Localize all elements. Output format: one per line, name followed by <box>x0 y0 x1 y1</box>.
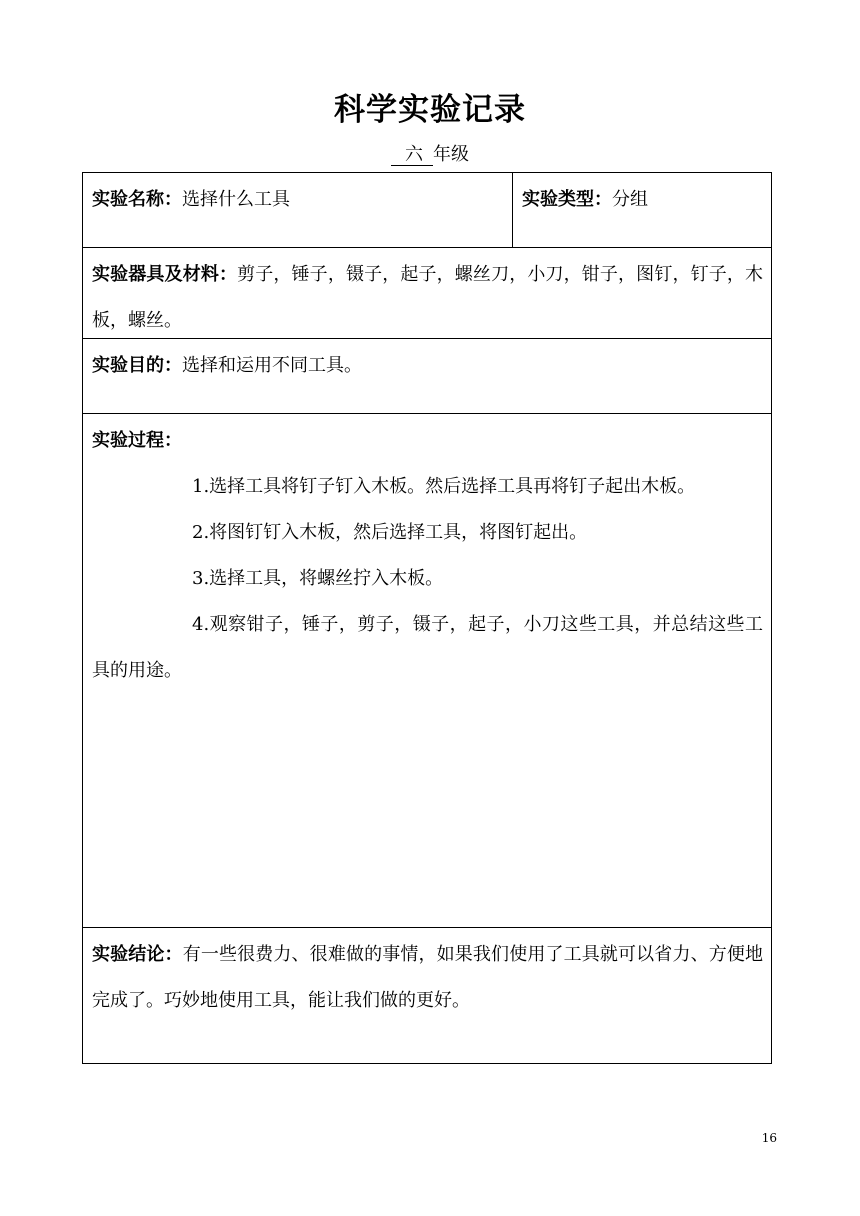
conclusion-cell <box>82 927 772 1064</box>
experiment-type-label: 实验类型： <box>522 189 612 210</box>
process-step: 3.选择工具，将螺丝拧入木板。 <box>192 568 444 589</box>
page-title: 科学实验记录 <box>334 92 526 128</box>
conclusion-value: 有一些很费力、很难做的事情，如果我们使用了工具就可以省力、方便地完成了。巧妙地使用工具，能让我们做的更好。 <box>92 944 764 1011</box>
conclusion-label: 实验结论： <box>92 944 183 965</box>
experiment-name-label: 实验名称： <box>92 189 182 210</box>
page-number: 16 <box>761 1131 777 1145</box>
materials-label: 实验器具及材料： <box>92 264 238 285</box>
grade-suffix: 年级 <box>433 144 469 165</box>
purpose-value: 选择和运用不同工具。 <box>182 355 362 376</box>
grade-line <box>0 140 860 166</box>
experiment-name-value: 选择什么工具 <box>182 189 290 210</box>
purpose-cell <box>82 338 772 414</box>
experiment-type-cell <box>512 172 772 248</box>
materials-cell <box>82 247 772 339</box>
purpose-label: 实验目的： <box>92 355 182 376</box>
process-step: 1.选择工具将钉子钉入木板。然后选择工具再将钉子起出木板。 <box>192 476 696 497</box>
grade-value: 六 <box>391 145 433 166</box>
process-label: 实验过程： <box>92 430 182 451</box>
process-cell <box>82 413 772 928</box>
materials-value: 剪子，锤子，镊子，起子，螺丝刀，小刀，钳子，图钉，钉子，木板，螺丝。 <box>92 264 764 331</box>
experiment-type-value: 分组 <box>612 189 648 210</box>
process-step: 4.观察钳子，锤子，剪子，镊子，起子，小刀这些工具，并总结这些工具的用途。 <box>92 614 763 681</box>
experiment-name-cell <box>82 172 513 248</box>
process-step: 2.将图钉钉入木板，然后选择工具，将图钉起出。 <box>192 522 588 543</box>
